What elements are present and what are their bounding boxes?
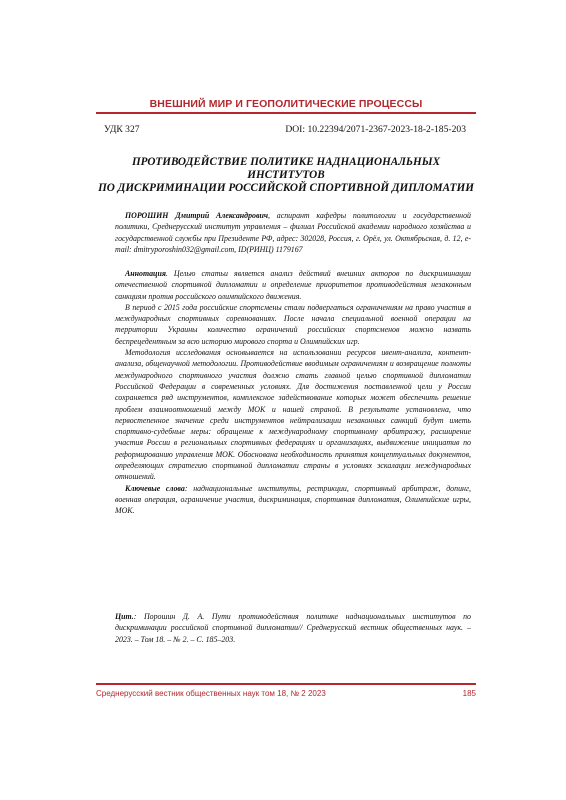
page-number: 185 bbox=[462, 689, 476, 698]
title-line-2: ПО ДИСКРИМИНАЦИИ РОССИЙСКОЙ СПОРТИВНОЙ ДИПЛОМАТИИ bbox=[98, 182, 474, 194]
doi: DOI: 10.22394/2071-2367-2023-18-2-185-203 bbox=[285, 124, 466, 135]
citation-label: Цит. bbox=[115, 612, 134, 621]
keywords-list: : наднациональные институты, рестрикции, спортивный арбитраж, допинг, военная операция, ограничение участия, дискриминация, спортивная дипломатия, Олимпийские игры, МОК. bbox=[115, 483, 471, 516]
abstract-paragraph-3: Методология исследования основывается на использовании ресурсов ивент-анализа, контент-анализа, общенаучной методологии. Противодействие вводимым ограничениям и возвращение полноты международного спортивного участия должно стать главной целью спортивной дипломатии Российской Федерации в современных условиях. Для достижения поставленной цели у России сохраняется ряд инструментов, комплексное задействование которых может обеспечить решение проблем взаимоотношений между МОК и нашей страной. В результате установлена, что первостепенное значение среди инструментов нейтрализации незаконных санкций будут иметь спортивно-судебные меры: обращение к международному спортивному арбитражу, расширение участия России в региональных спортивных федерациях и организациях, выдвижение инициатив по реформированию управления МОК. Обоснована необходимость принятия концептуальных документов, определяющих стратегию спортивной дипломатии страны в условиях эскалации международных отношений. bbox=[115, 348, 471, 482]
author-block bbox=[115, 210, 471, 255]
abstract-label: Аннотация bbox=[125, 269, 166, 278]
article-title bbox=[96, 156, 476, 195]
footer-journal: Среднерусский вестник общественных наук том 18, № 2 2023 bbox=[96, 689, 326, 698]
section-heading: ВНЕШНИЙ МИР И ГЕОПОЛИТИЧЕСКИЕ ПРОЦЕССЫ bbox=[149, 98, 423, 110]
citation-text: : Порошин Д. А. Пути противодействия политике наднациональных институтов по дискриминации российской спортивной дипломатии// Среднерусский вестник общественных наук. – 2023. – Том 18. – № 2. – С. 185–203. bbox=[115, 612, 471, 644]
page-footer bbox=[96, 689, 476, 698]
title-line-1: ПРОТИВОДЕЙСТВИЕ ПОЛИТИКЕ НАДНАЦИОНАЛЬНЫХ ИНСТИТУТОВ bbox=[131, 156, 441, 181]
citation-block bbox=[115, 611, 471, 645]
abstract-paragraph-1: . Целью статьи является анализ действий внешних акторов по дискриминации отечественной спортивной дипломатии и определение приоритетов противодействия незаконным санкциям против российского олимпийского движения. bbox=[115, 269, 471, 301]
footer-rule bbox=[96, 683, 476, 685]
udk-code: УДК 327 bbox=[104, 124, 140, 135]
abstract-paragraph-2: В период с 2015 года российские спортсмены стали подвергаться ограничениям на право участия в международных спортивных соревнованиях. После начала специальной военной операции на территории Украины количество ограничений российских спортсменов можно назвать беспрецедентным за всю историю мирового спорта и Олимпийских игр. bbox=[115, 302, 471, 346]
keywords-label: Ключевые слова bbox=[125, 483, 185, 493]
abstract-block bbox=[115, 268, 471, 517]
author-name: ПОРОШИН Дмитрий Александрович bbox=[125, 211, 269, 220]
header-rule bbox=[96, 112, 476, 114]
author-affiliation: , аспирант кафедры политологии и государственной политики, Среднерусский институт управления – филиал Российской академии народного хозяйства и государственной службы при Президенте РФ, адрес: 302028, Россия, г. Орёл, ул. Октябрьская, д. 12, e-mail: dmitryporoshin032@gmail.com, ID(РИНЦ) 1179167 bbox=[115, 211, 471, 254]
meta-row bbox=[104, 124, 466, 135]
